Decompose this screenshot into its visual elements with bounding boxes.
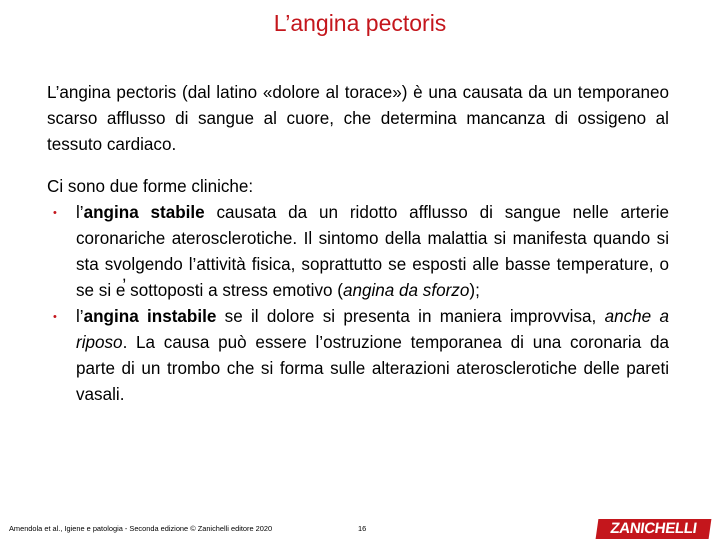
bullet-text: causata da un ridotto afflusso di sangue nelle arterie coronariche aterosclerotiche. Il sintomo della malattia si manifesta quando si sta svolgendo l’attività fisica, soprattutto se esposti alle basse temperature, o se si e̕ sottoposti a stress emotivo (	[76, 203, 669, 300]
bullet-end: );	[469, 281, 480, 300]
definition-paragraph: L’angina pectoris (dal latino «dolore al torace») è una causata da un temporaneo scarso afflusso di sangue al cuore, che determina mancanza di ossigeno al tessuto cardiaco.	[47, 83, 669, 154]
bullet-italic: angina da sforzo	[342, 281, 470, 300]
bullet-item-unstable-angina	[47, 304, 669, 408]
footer-citation: Amendola et al., Igiene e patologia - Seconda edizione © Zanichelli editore 2020	[9, 524, 273, 533]
bullet-icon: •	[53, 311, 57, 323]
bullet-lead: l’	[76, 307, 84, 326]
bullet-term: angina stabile	[83, 203, 205, 222]
forms-intro: Ci sono due forme cliniche:	[47, 177, 254, 196]
bullet-icon: •	[53, 207, 57, 219]
bullet-text: se il dolore si presenta in maniera improvvisa,	[216, 307, 605, 326]
page-number: 16	[358, 524, 367, 533]
bullet-term: angina instabile	[83, 307, 217, 326]
bullet-italic: anche a riposo	[76, 307, 669, 352]
bullet-text-end: . La causa può essere l’ostruzione temporanea di una coronaria da parte di un trombo che si forma sulle alterazioni aterosclerotiche delle pareti vasali.	[76, 333, 669, 404]
slide-footer	[0, 516, 720, 540]
publisher-logo: ZANICHELLI	[596, 519, 712, 539]
bullet-lead: l’	[76, 203, 84, 222]
slide-body	[47, 80, 669, 408]
bullet-item-stable-angina	[47, 200, 669, 304]
slide-title: L’angina pectoris	[273, 10, 447, 36]
